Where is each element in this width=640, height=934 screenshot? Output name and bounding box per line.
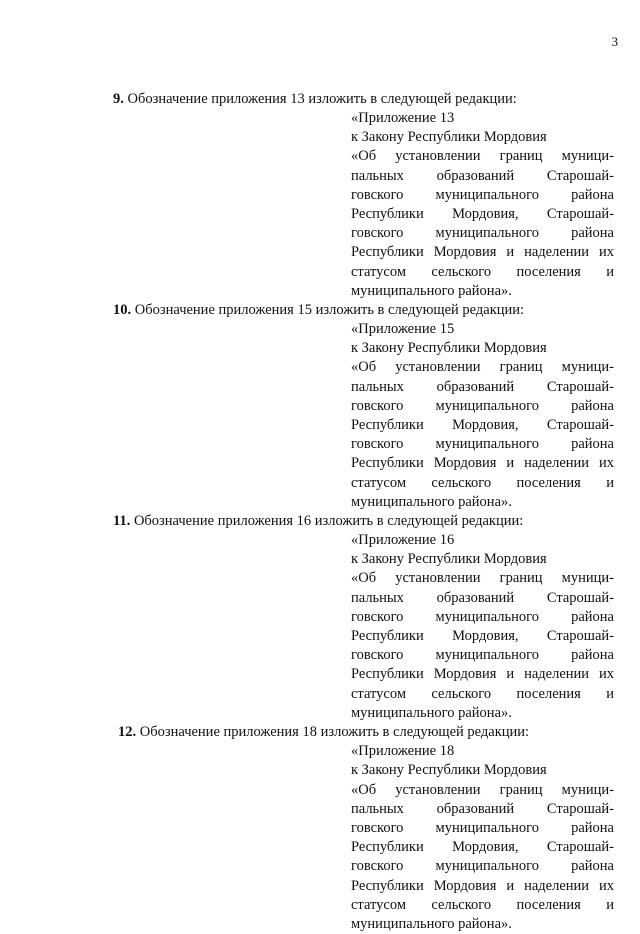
description-word: Республики (351, 627, 424, 646)
description-word: Мордовия (434, 665, 497, 684)
description-word: района (571, 819, 614, 838)
description-word: Мордовия (434, 243, 497, 262)
description-word: муниципального района». (351, 704, 512, 723)
description-word: говского (351, 397, 403, 416)
description-line (351, 358, 614, 377)
description-word: муниципального (436, 819, 539, 838)
description-word: муниципального района». (351, 493, 512, 512)
description-line (351, 685, 614, 704)
description-word: пальных (351, 800, 404, 819)
description-word: «Об (351, 569, 376, 588)
description-word: района (571, 646, 614, 665)
description-word: сельского (431, 474, 491, 493)
description-word: поселения (517, 263, 581, 282)
appendix-block (351, 109, 614, 301)
amendment-section (0, 723, 640, 934)
amendment-heading (113, 512, 640, 531)
description-word: и (606, 263, 614, 282)
item-number: 9. (113, 91, 124, 107)
law-reference: к Закону Республики Мордовия (351, 128, 614, 147)
description-word: Мордовия (434, 877, 497, 896)
description-line (351, 646, 614, 665)
amendment-heading (113, 90, 640, 109)
description-word: «Об (351, 781, 376, 800)
description-word: Республики (351, 665, 424, 684)
description-word: границ (500, 569, 543, 588)
description-word: муниципального (436, 186, 539, 205)
description-word: границ (500, 358, 543, 377)
amendment-heading (113, 301, 640, 320)
description-word: установлении (395, 358, 480, 377)
description-word: муниципального (436, 608, 539, 627)
description-line (351, 838, 614, 857)
appendix-title: «Приложение 16 (351, 531, 614, 550)
description-word: района (571, 608, 614, 627)
item-number: 11. (113, 513, 130, 529)
description-word: Республики (351, 454, 424, 473)
description-word: и (506, 877, 514, 896)
description-word: установлении (395, 147, 480, 166)
description-line (351, 205, 614, 224)
description-line (351, 435, 614, 454)
description-word: границ (500, 147, 543, 166)
description-word: и (606, 896, 614, 915)
amendment-section (0, 301, 640, 512)
description-word: их (599, 877, 614, 896)
description-word: района (571, 857, 614, 876)
description-line (351, 397, 614, 416)
description-word: муниципального (436, 857, 539, 876)
description-word: Мордовия, (452, 627, 518, 646)
description-word: поселения (517, 474, 581, 493)
description-word: образований (437, 378, 515, 397)
description-word: наделении (524, 877, 589, 896)
description-word: Мордовия (434, 454, 497, 473)
description-word: района (571, 224, 614, 243)
appendix-description (351, 358, 614, 512)
description-word: пальных (351, 378, 404, 397)
description-word: района (571, 397, 614, 416)
description-word: пальных (351, 589, 404, 608)
description-line (351, 877, 614, 896)
description-word: наделении (524, 243, 589, 262)
document-body (0, 90, 640, 934)
description-line (351, 282, 614, 301)
description-word: и (506, 665, 514, 684)
description-word: Старошай- (547, 378, 614, 397)
description-word: муниципального (436, 224, 539, 243)
description-word: и (606, 685, 614, 704)
description-word: наделении (524, 665, 589, 684)
description-line (351, 493, 614, 512)
description-word: Мордовия, (452, 838, 518, 857)
description-word: Республики (351, 877, 424, 896)
description-line (351, 857, 614, 876)
description-word: Республики (351, 838, 424, 857)
description-line (351, 704, 614, 723)
description-word: сельского (431, 263, 491, 282)
description-word: Старошай- (547, 205, 614, 224)
description-word: Старошай- (547, 838, 614, 857)
description-word: Старошай- (547, 800, 614, 819)
description-word: муници- (562, 358, 614, 377)
description-word: Старошай- (547, 167, 614, 186)
description-word: границ (500, 781, 543, 800)
description-word: образований (437, 167, 515, 186)
heading-text: Обозначение приложения 15 изложить в следующей редакции: (131, 302, 524, 318)
description-word: Республики (351, 205, 424, 224)
description-word: говского (351, 435, 403, 454)
item-number: 10. (113, 302, 131, 318)
description-line (351, 781, 614, 800)
law-reference: к Закону Республики Мордовия (351, 761, 614, 780)
description-line (351, 167, 614, 186)
description-line (351, 474, 614, 493)
description-word: муниципального (436, 397, 539, 416)
description-word: Мордовия, (452, 205, 518, 224)
appendix-description (351, 781, 614, 934)
description-line (351, 454, 614, 473)
law-reference: к Закону Республики Мордовия (351, 550, 614, 569)
description-line (351, 147, 614, 166)
appendix-block (351, 320, 614, 512)
description-word: наделении (524, 454, 589, 473)
heading-text: Обозначение приложения 18 изложить в следующей редакции: (136, 724, 529, 740)
heading-text: Обозначение приложения 13 изложить в следующей редакции: (124, 91, 517, 107)
description-line (351, 627, 614, 646)
description-line (351, 243, 614, 262)
description-word: Республики (351, 416, 424, 435)
description-word: муниципального (436, 646, 539, 665)
description-word: пальных (351, 167, 404, 186)
description-word: Старошай- (547, 416, 614, 435)
description-word: муници- (562, 781, 614, 800)
description-word: статусом (351, 263, 406, 282)
description-word: установлении (395, 569, 480, 588)
appendix-description (351, 147, 614, 301)
description-word: и (606, 474, 614, 493)
description-line (351, 186, 614, 205)
description-word: района (571, 435, 614, 454)
description-word: Старошай- (547, 627, 614, 646)
description-word: их (599, 665, 614, 684)
description-line (351, 569, 614, 588)
description-word: поселения (517, 896, 581, 915)
description-word: муниципального района». (351, 915, 512, 934)
description-word: говского (351, 224, 403, 243)
description-line (351, 915, 614, 934)
item-number: 12. (118, 724, 136, 740)
amendment-section (0, 512, 640, 723)
description-line (351, 378, 614, 397)
description-line (351, 224, 614, 243)
description-word: говского (351, 857, 403, 876)
description-word: их (599, 243, 614, 262)
amendment-section (0, 90, 640, 301)
appendix-title: «Приложение 18 (351, 742, 614, 761)
appendix-block (351, 531, 614, 723)
description-word: муници- (562, 147, 614, 166)
description-word: поселения (517, 685, 581, 704)
description-line (351, 665, 614, 684)
description-word: муници- (562, 569, 614, 588)
description-word: Старошай- (547, 589, 614, 608)
description-word: статусом (351, 685, 406, 704)
heading-text: Обозначение приложения 16 изложить в следующей редакции: (130, 513, 523, 529)
description-word: муниципального (436, 435, 539, 454)
description-line (351, 589, 614, 608)
appendix-title: «Приложение 13 (351, 109, 614, 128)
description-word: Мордовия, (452, 416, 518, 435)
description-line (351, 819, 614, 838)
description-word: говского (351, 819, 403, 838)
description-word: «Об (351, 358, 376, 377)
description-line (351, 416, 614, 435)
description-line (351, 608, 614, 627)
law-reference: к Закону Республики Мордовия (351, 339, 614, 358)
page-number: 3 (612, 34, 619, 50)
description-word: и (506, 243, 514, 262)
description-line (351, 896, 614, 915)
description-word: говского (351, 186, 403, 205)
description-word: их (599, 454, 614, 473)
description-word: муниципального района». (351, 282, 512, 301)
appendix-title: «Приложение 15 (351, 320, 614, 339)
description-word: статусом (351, 896, 406, 915)
appendix-description (351, 569, 614, 723)
description-word: говского (351, 646, 403, 665)
description-line (351, 800, 614, 819)
description-word: Республики (351, 243, 424, 262)
description-word: сельского (431, 896, 491, 915)
description-word: «Об (351, 147, 376, 166)
description-word: и (506, 454, 514, 473)
description-word: установлении (395, 781, 480, 800)
description-word: района (571, 186, 614, 205)
description-line (351, 263, 614, 282)
description-word: говского (351, 608, 403, 627)
description-word: статусом (351, 474, 406, 493)
amendment-heading (118, 723, 640, 742)
description-word: образований (437, 800, 515, 819)
description-word: образований (437, 589, 515, 608)
description-word: сельского (431, 685, 491, 704)
appendix-block (351, 742, 614, 934)
